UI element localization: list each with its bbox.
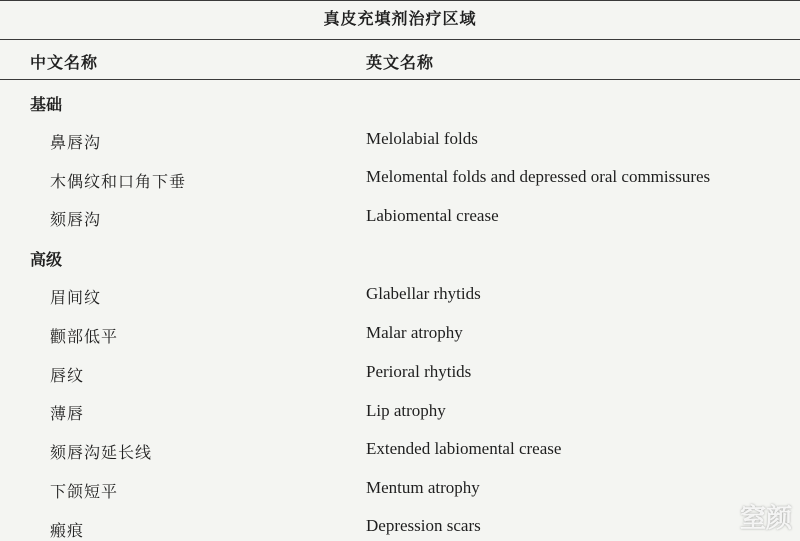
table-row-cn: 颏唇沟延长线 bbox=[50, 443, 153, 462]
top-rule bbox=[0, 0, 800, 1]
table-row-cn: 鼻唇沟 bbox=[50, 133, 102, 152]
header-top-rule bbox=[0, 39, 800, 40]
table-row-en: Melomental folds and depressed oral commissures bbox=[366, 167, 711, 186]
table-row-cn: 唇纹 bbox=[50, 366, 85, 385]
section-advanced: 高级 bbox=[30, 250, 63, 269]
table-row-cn: 下颌短平 bbox=[50, 482, 119, 501]
table-row-en: Malar atrophy bbox=[366, 323, 463, 342]
table-title: 真皮充填剂治疗区域 bbox=[323, 9, 477, 28]
table-row-en: Glabellar rhytids bbox=[366, 284, 481, 303]
table-row-cn: 木偶纹和口角下垂 bbox=[50, 172, 187, 191]
table-row-en: Extended labiomental crease bbox=[366, 439, 562, 458]
table-row-en: Mentum atrophy bbox=[366, 478, 480, 497]
table-row-cn: 颧部低平 bbox=[50, 327, 119, 346]
table-row-cn: 薄唇 bbox=[50, 404, 85, 423]
table-row-en: Perioral rhytids bbox=[366, 362, 472, 381]
header-chinese-name: 中文名称 bbox=[30, 53, 99, 72]
header-bottom-rule bbox=[0, 79, 800, 80]
table-row-en: Melolabial folds bbox=[366, 129, 478, 148]
section-basic: 基础 bbox=[30, 95, 63, 114]
table-row-en: Labiomental crease bbox=[366, 206, 499, 225]
watermark-logo: 窒颜 bbox=[739, 504, 792, 534]
table-row-cn: 颏唇沟 bbox=[50, 210, 102, 229]
table-row-cn: 眉间纹 bbox=[50, 288, 102, 307]
header-english-name: 英文名称 bbox=[366, 53, 435, 72]
table-row-en: Depression scars bbox=[366, 516, 481, 535]
table-row-en: Lip atrophy bbox=[366, 401, 446, 420]
table-row-cn: 瘢痕 bbox=[50, 521, 85, 540]
